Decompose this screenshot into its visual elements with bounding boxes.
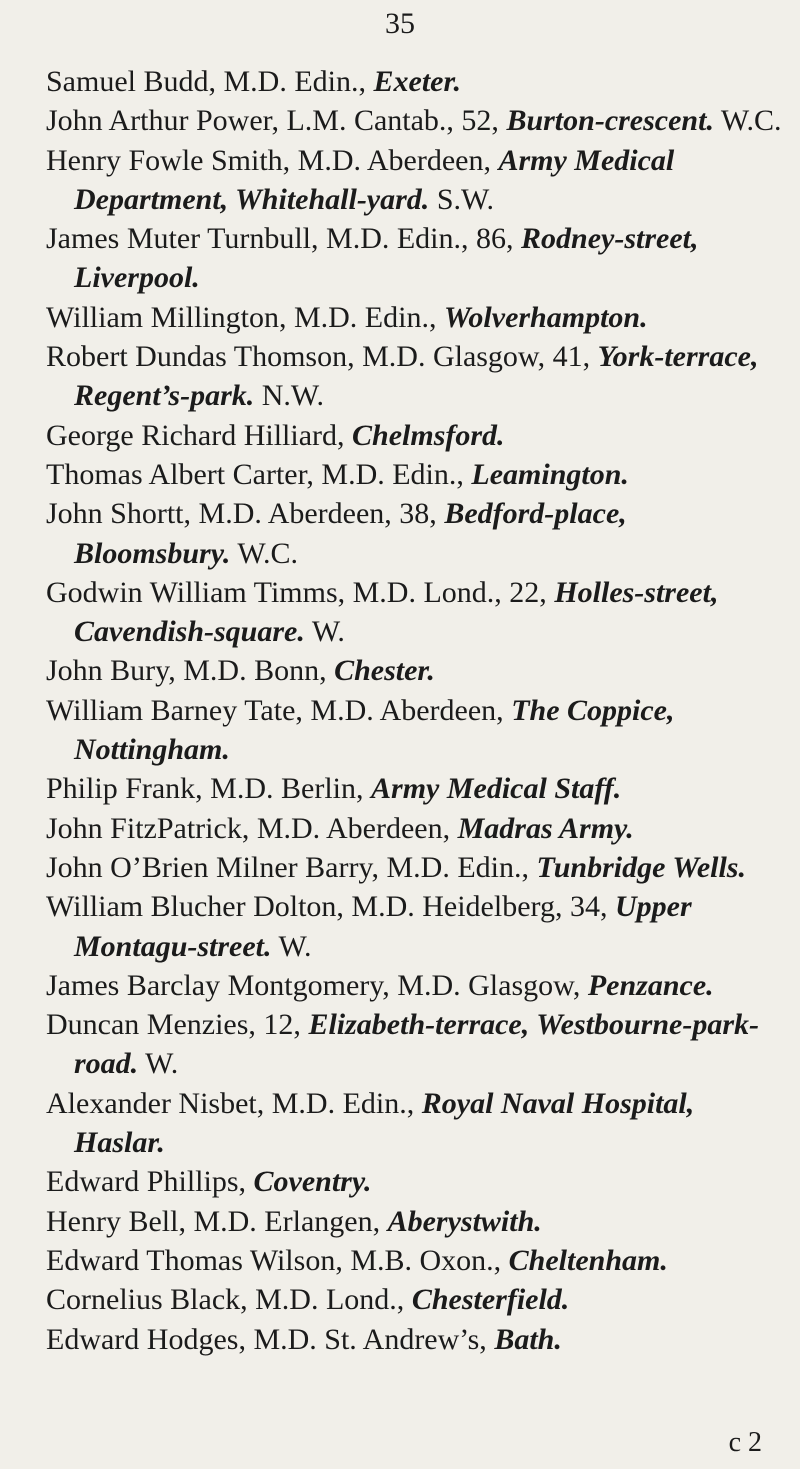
member-entry xyxy=(46,219,786,298)
member-location: Cheltenham. xyxy=(508,1243,668,1277)
member-entry xyxy=(46,298,786,337)
member-name: George Richard Hilliard, xyxy=(46,418,353,452)
member-entry xyxy=(46,416,786,455)
member-name: Samuel Budd, M.D. Edin., xyxy=(46,65,374,98)
member-entry xyxy=(46,1202,786,1241)
member-district: W. xyxy=(304,615,345,649)
member-entry xyxy=(46,455,786,494)
member-entry xyxy=(46,691,786,770)
member-name: Philip Frank, M.D. Berlin, xyxy=(46,772,372,806)
member-entry xyxy=(46,573,786,652)
member-name: John O’Brien Milner Barry, M.D. Edin., xyxy=(46,850,537,884)
member-location: Bath. xyxy=(494,1322,562,1356)
member-location: Rodney-street, Liverpool. xyxy=(74,222,699,295)
member-location: Exeter. xyxy=(373,65,461,98)
member-district: N.W. xyxy=(254,379,324,413)
member-name: Edward Hodges, M.D. St. Andrew’s, xyxy=(46,1322,495,1356)
page-number: 35 xyxy=(385,7,415,40)
member-name: William Blucher Dolton, M.D. Heidelberg, 34, xyxy=(46,890,615,924)
member-location: Burton-crescent. xyxy=(506,104,714,138)
member-name: Edward Phillips, xyxy=(46,1165,254,1199)
member-location: The Coppice, Nottingham. xyxy=(74,693,675,767)
member-name: Henry Bell, M.D. Erlangen, xyxy=(46,1204,388,1238)
member-entry xyxy=(46,848,786,887)
member-entry xyxy=(46,1280,786,1319)
member-name: Henry Fowle Smith, M.D. Aberdeen, xyxy=(46,143,499,177)
member-location: Leamington. xyxy=(471,457,629,491)
member-location: Royal Naval Hospital, Haslar. xyxy=(74,1086,695,1160)
member-entry xyxy=(46,1005,786,1084)
member-entry xyxy=(46,809,786,848)
member-entry xyxy=(46,1084,786,1163)
member-name: John Bury, M.D. Bonn, xyxy=(46,654,335,688)
member-location: Tunbridge Wells. xyxy=(536,850,746,884)
member-name: William Barney Tate, M.D. Aberdeen, xyxy=(46,693,512,727)
member-location: Madras Army. xyxy=(457,811,634,845)
member-location: Penzance. xyxy=(587,968,714,1002)
member-district: S.W. xyxy=(429,182,495,216)
member-name: Cornelius Black, M.D. Lond., xyxy=(46,1283,412,1317)
member-name: Edward Thomas Wilson, M.B. Oxon., xyxy=(46,1243,509,1277)
member-name: Godwin William Timms, M.D. Lond., 22, xyxy=(46,575,555,609)
member-location: Wolverhampton. xyxy=(443,300,648,334)
member-entry xyxy=(46,887,786,966)
member-location: Upper Montagu-street. xyxy=(74,890,692,963)
member-entry xyxy=(46,62,786,101)
member-name: John Arthur Power, L.M. Cantab., 52, xyxy=(46,104,507,138)
member-entry xyxy=(46,1320,786,1359)
member-entry xyxy=(46,769,786,808)
member-location: Coventry. xyxy=(253,1165,372,1199)
member-entry xyxy=(46,494,786,573)
member-location: Chester. xyxy=(334,654,435,688)
member-location: Army Medical Department, Whitehall-yard. xyxy=(74,143,675,216)
member-name: James Barclay Montgomery, M.D. Glasgow, xyxy=(46,968,588,1002)
member-name: Thomas Albert Carter, M.D. Edin., xyxy=(46,457,472,491)
member-location: Chelmsford. xyxy=(352,418,505,452)
member-district: W.C. xyxy=(713,104,782,138)
member-entry xyxy=(46,651,786,690)
member-entry xyxy=(46,1241,786,1280)
member-entry xyxy=(46,1162,786,1201)
member-district: W.C. xyxy=(230,536,298,570)
member-district: W. xyxy=(271,929,312,963)
member-name: Alexander Nisbet, M.D. Edin., xyxy=(46,1086,422,1120)
member-location: York-terrace, Regent’s-park. xyxy=(74,340,759,413)
signature-mark: c 2 xyxy=(728,1427,762,1458)
member-entry xyxy=(46,337,786,416)
member-entry xyxy=(46,141,786,220)
member-name: John FitzPatrick, M.D. Aberdeen, xyxy=(46,811,458,845)
member-list xyxy=(46,62,786,1359)
member-name: Robert Dundas Thomson, M.D. Glasgow, 41, xyxy=(46,340,598,374)
member-name: William Millington, M.D. Edin., xyxy=(46,300,444,334)
member-location: Holles-street, Cavendish-square. xyxy=(74,575,719,649)
member-name: John Shortt, M.D. Aberdeen, 38, xyxy=(46,497,445,531)
member-entry xyxy=(46,101,786,140)
member-entry xyxy=(46,966,786,1005)
member-location: Bedford-place, Bloomsbury. xyxy=(74,497,627,570)
member-name: James Muter Turnbull, M.D. Edin., 86, xyxy=(46,222,522,256)
member-location: Aberystwith. xyxy=(387,1204,542,1238)
member-location: Chesterfield. xyxy=(411,1283,570,1317)
member-location: Elizabeth-terrace, Westbourne-park-road. xyxy=(74,1008,759,1081)
member-location: Army Medical Staff. xyxy=(371,772,622,806)
member-district: W. xyxy=(138,1047,179,1081)
member-name: Duncan Menzies, 12, xyxy=(46,1008,309,1042)
